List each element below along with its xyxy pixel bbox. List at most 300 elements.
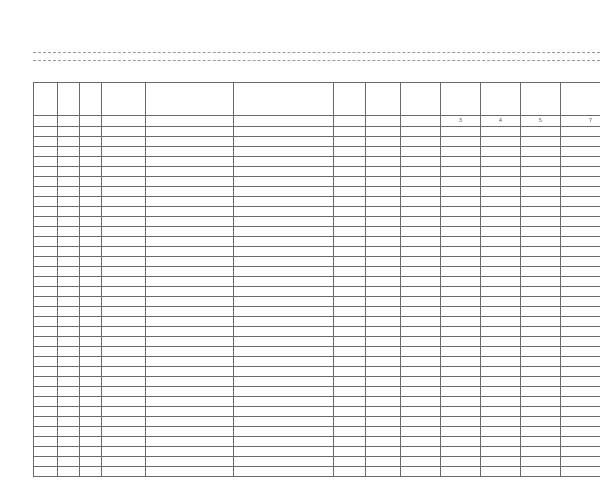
table-row [34,167,600,177]
table-cell [80,157,102,167]
table-cell [521,197,561,207]
table-cell [146,327,234,337]
table-cell [34,227,58,237]
table-cell [366,437,401,447]
table-cell [441,457,481,467]
table-cell [401,407,441,417]
table-cell [80,227,102,237]
table-cell [401,237,441,247]
table-cell [521,287,561,297]
table-cell [521,127,561,137]
table-cell [34,237,58,247]
table-cell [481,197,521,207]
table-cell [481,177,521,187]
table-cell [34,137,58,147]
table-cell [234,317,334,327]
table-cell [441,307,481,317]
table-cell [481,317,521,327]
table-cell [102,167,146,177]
table-cell [234,197,334,207]
marker-cell: 3 [441,116,481,127]
table-cell [441,157,481,167]
table-cell [521,377,561,387]
table-cell [441,207,481,217]
table-cell [561,357,600,367]
table-row [34,347,600,357]
table-cell [481,427,521,437]
table-cell [34,187,58,197]
table-cell [334,307,366,317]
table-cell [334,257,366,267]
table-cell [234,207,334,217]
table-cell [102,137,146,147]
table-cell [34,147,58,157]
table-cell [521,357,561,367]
table-cell [80,247,102,257]
table-row [34,367,600,377]
table-cell [80,197,102,207]
table-cell [334,177,366,187]
table-row [34,257,600,267]
page-number [390,472,420,482]
table-cell [34,207,58,217]
table-cell [401,447,441,457]
table-cell [441,167,481,177]
table-cell [146,317,234,327]
marker-cell [34,116,58,127]
table-row [34,147,600,157]
budget-table [33,82,600,477]
table-cell [561,247,600,257]
table-cell [401,227,441,237]
table-cell [401,127,441,137]
table-cell [521,147,561,157]
table-cell [561,397,600,407]
table-row [34,467,600,477]
table-cell [234,277,334,287]
table-cell [80,137,102,147]
table-cell [58,427,80,437]
table-cell [366,147,401,157]
table-cell [146,307,234,317]
table-cell [58,417,80,427]
table-cell [481,167,521,177]
table-cell [481,307,521,317]
table-cell [441,127,481,137]
header-cell [366,83,401,116]
table-cell [441,277,481,287]
table-cell [58,407,80,417]
table-cell [561,127,600,137]
table-cell [102,417,146,427]
table-cell [58,227,80,237]
table-row [34,127,600,137]
table-cell [401,197,441,207]
table-cell [58,307,80,317]
table-cell [334,297,366,307]
table-cell [146,207,234,217]
table-cell [234,217,334,227]
table-row [34,227,600,237]
header-cell [481,83,521,116]
table-cell [102,427,146,437]
table-cell [441,177,481,187]
table-cell [521,317,561,327]
table-cell [521,447,561,457]
table-cell [34,457,58,467]
table-cell [561,467,600,477]
table-cell [58,197,80,207]
table-cell [146,277,234,287]
table-cell [481,337,521,347]
table-cell [146,357,234,367]
table-cell [334,347,366,357]
table-row [34,317,600,327]
table-cell [34,367,58,377]
table-cell [146,127,234,137]
table-cell [481,457,521,467]
table-cell [34,467,58,477]
table-cell [561,457,600,467]
document-title [240,64,530,82]
table-cell [334,237,366,247]
table-cell [80,357,102,367]
table-cell [366,277,401,287]
table-cell [146,237,234,247]
table-cell [334,277,366,287]
table-cell [146,287,234,297]
table-cell [401,157,441,167]
table-cell [366,367,401,377]
table-cell [80,307,102,317]
header-cell [401,83,441,116]
table-cell [561,277,600,287]
table-cell [521,247,561,257]
table-cell [521,267,561,277]
table-cell [34,387,58,397]
table-cell [561,377,600,387]
table-cell [102,257,146,267]
table-cell [234,377,334,387]
table-cell [481,267,521,277]
table-cell [401,207,441,217]
marker-cell [401,116,441,127]
table-row [34,447,600,457]
table-cell [441,367,481,377]
table-row [34,277,600,287]
table-cell [146,157,234,167]
table-cell [521,407,561,417]
table-cell [441,187,481,197]
table-cell [401,427,441,437]
table-cell [481,367,521,377]
table-cell [401,247,441,257]
table-row [34,387,600,397]
table-cell [34,297,58,307]
table-cell [521,387,561,397]
table-cell [561,207,600,217]
table-cell [441,387,481,397]
table-cell [401,287,441,297]
table-cell [401,367,441,377]
table-cell [234,167,334,177]
table-cell [102,347,146,357]
table-cell [401,357,441,367]
table-cell [234,347,334,357]
table-row [34,417,600,427]
table-cell [80,287,102,297]
table-cell [234,327,334,337]
table-cell [561,417,600,427]
table-cell [401,437,441,447]
table-cell [481,437,521,447]
table-cell [366,457,401,467]
table-cell [102,237,146,247]
table-cell [58,327,80,337]
table-cell [80,207,102,217]
table-cell [146,457,234,467]
table-cell [102,247,146,257]
table-cell [561,407,600,417]
table-cell [441,437,481,447]
table-cell [146,257,234,267]
table-cell [481,297,521,307]
table-cell [58,267,80,277]
table-cell [481,287,521,297]
table-cell [102,157,146,167]
table-cell [102,287,146,297]
marker-cell [58,116,80,127]
table-row [34,267,600,277]
table-cell [58,447,80,457]
table-cell [58,437,80,447]
table-cell [34,157,58,167]
table-cell [334,357,366,367]
table-cell [234,457,334,467]
table-cell [334,427,366,437]
table-cell [401,177,441,187]
marker-cell: 7 [561,116,600,127]
table-cell [401,137,441,147]
table-cell [234,247,334,257]
marker-cell [102,116,146,127]
table-cell [58,457,80,467]
table-cell [366,137,401,147]
table-cell [80,277,102,287]
table-cell [401,307,441,317]
table-cell [146,297,234,307]
table-cell [102,277,146,287]
table-cell [146,407,234,417]
table-cell [366,127,401,137]
table-cell [80,437,102,447]
table-cell [561,137,600,147]
table-cell [234,297,334,307]
table-cell [102,337,146,347]
table-cell [401,337,441,347]
table-cell [80,297,102,307]
table-cell [80,387,102,397]
table-cell [561,437,600,447]
table-cell [234,287,334,297]
table-cell [234,427,334,437]
table-cell [366,257,401,267]
table-cell [102,227,146,237]
table-row [34,287,600,297]
table-cell [334,267,366,277]
table-cell [102,357,146,367]
table-cell [401,417,441,427]
table-cell [561,427,600,437]
table-cell [234,437,334,447]
table-cell [366,227,401,237]
table-cell [80,127,102,137]
table-cell [334,387,366,397]
table-cell [561,217,600,227]
table-cell [58,337,80,347]
table-cell [401,327,441,337]
table-cell [334,377,366,387]
table-cell [521,237,561,247]
table-cell [234,157,334,167]
table-row [34,457,600,467]
header-cell [58,83,80,116]
table-cell [234,447,334,457]
header-cell [561,83,600,116]
table-cell [146,387,234,397]
header-row [34,83,600,116]
table-cell [58,277,80,287]
table-cell [34,317,58,327]
table-cell [80,467,102,477]
table-cell [441,227,481,237]
table-cell [366,157,401,167]
table-cell [521,467,561,477]
table-cell [441,287,481,297]
table-cell [401,217,441,227]
table-cell [334,167,366,177]
table-cell [234,267,334,277]
table-cell [234,407,334,417]
table-cell [334,337,366,347]
table-cell [34,337,58,347]
table-cell [401,167,441,177]
table-cell [441,407,481,417]
table-cell [334,287,366,297]
table-cell [102,317,146,327]
table-cell [481,447,521,457]
table-cell [366,417,401,427]
table-cell [34,267,58,277]
table-cell [234,237,334,247]
table-cell [366,307,401,317]
table-cell [146,267,234,277]
table-cell [34,177,58,187]
table-cell [80,217,102,227]
table-cell [401,267,441,277]
table-cell [441,337,481,347]
table-cell [561,237,600,247]
table-cell [34,197,58,207]
table-cell [80,187,102,197]
table-cell [80,397,102,407]
table-cell [34,427,58,437]
header-cell [146,83,234,116]
table-cell [441,137,481,147]
table-cell [521,217,561,227]
table-row [34,397,600,407]
table-cell [561,317,600,327]
table-cell [521,157,561,167]
table-cell [58,347,80,357]
table-cell [481,127,521,137]
table-cell [561,347,600,357]
table-cell [334,367,366,377]
table-cell [561,297,600,307]
table-cell [58,287,80,297]
table-cell [102,177,146,187]
table-cell [441,377,481,387]
column-marker-row [34,116,600,127]
table-row [34,297,600,307]
table-cell [366,337,401,347]
header-cell [334,83,366,116]
page-header [440,5,570,15]
table-cell [58,217,80,227]
table-cell [366,407,401,417]
table-cell [481,157,521,167]
table-cell [234,387,334,397]
table-cell [58,257,80,267]
table-cell [366,297,401,307]
table-cell [146,147,234,157]
dashed-divider-bottom [33,60,600,61]
table-cell [146,187,234,197]
table-row [34,327,600,337]
table-cell [334,437,366,447]
table-cell [34,277,58,287]
table-cell [401,147,441,157]
table-cell [366,187,401,197]
table-cell [80,317,102,327]
table-row [34,237,600,247]
table-cell [58,187,80,197]
table-cell [58,157,80,167]
table-cell [521,167,561,177]
table-cell [441,447,481,457]
table-cell [441,147,481,157]
table-cell [80,347,102,357]
table-cell [401,317,441,327]
table-cell [34,247,58,257]
table-cell [334,467,366,477]
table-cell [521,307,561,317]
table-cell [80,257,102,267]
table-cell [146,447,234,457]
table-cell [102,307,146,317]
header-cell [441,83,481,116]
table-cell [334,407,366,417]
table-cell [102,457,146,467]
table-cell [102,447,146,457]
table-cell [146,337,234,347]
table-cell [80,167,102,177]
table-cell [521,137,561,147]
table-cell [366,347,401,357]
table-cell [561,367,600,377]
table-cell [561,327,600,337]
table-cell [521,427,561,437]
